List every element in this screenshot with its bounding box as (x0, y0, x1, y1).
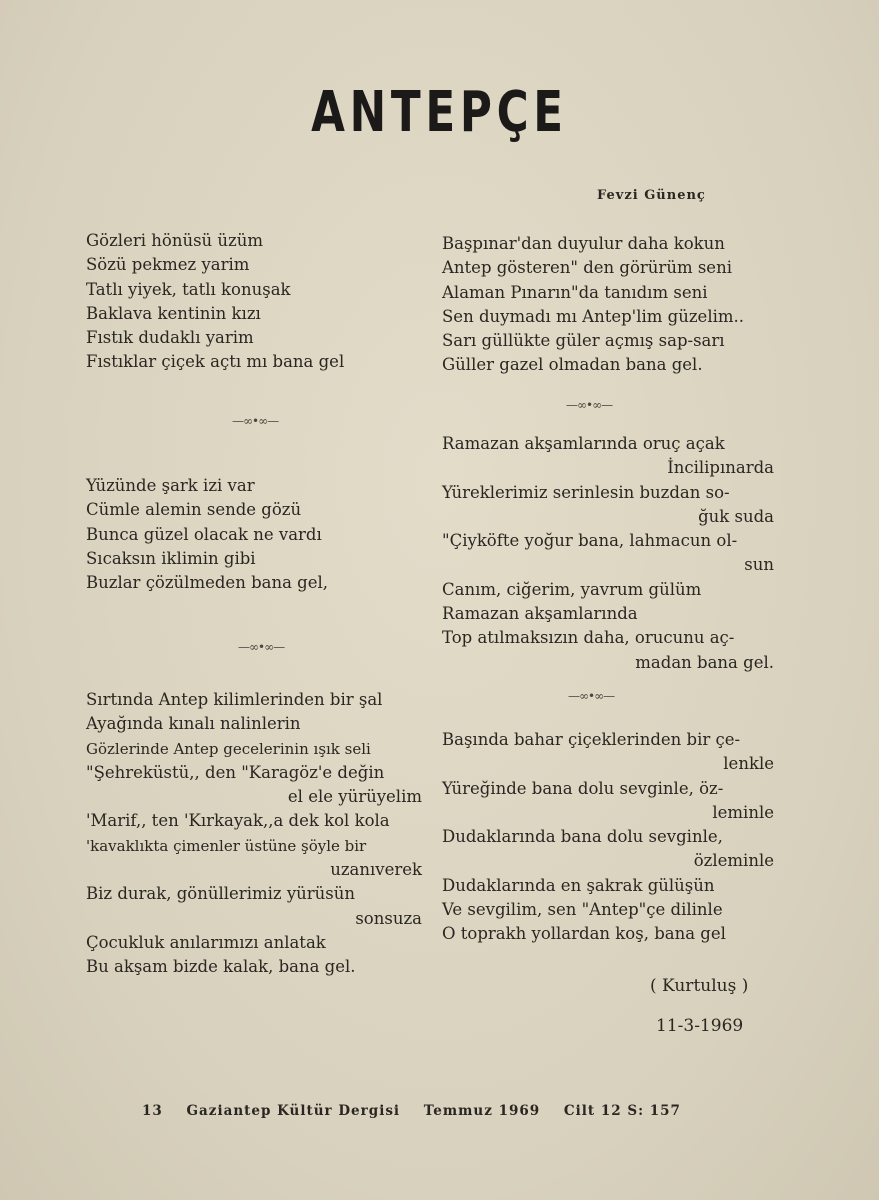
author-name: Fevzi Günenç (597, 188, 706, 203)
poem-line: sun (744, 555, 774, 575)
poem-line: Sarı güllükte güler açmış sap-sarı (442, 331, 725, 351)
poem-line: Sen duymadı mı Antep'lim güzelim.. (442, 306, 745, 326)
poem-line: Yüzünde şark izi var (86, 476, 255, 495)
poem-line: Alaman Pınarın"da tanıdım seni (442, 282, 708, 302)
poem-line: "Şehreküstü,, den "Karagöz'e değin (86, 762, 385, 782)
poem-line: Fıstıklar çiçek açtı mı bana gel (86, 352, 345, 372)
poem-line: İncilipınarda (667, 458, 774, 478)
section-ornament: —∞•∞— (566, 398, 613, 412)
poem-line: Sıcaksın iklimin gibi (86, 548, 256, 568)
poem-line: Güller gazel olmadan bana gel. (442, 355, 703, 375)
poem-line: Sözü pekmez yarim (86, 255, 250, 275)
poem-line: 'kavaklıkta çimenler üstüne şöyle bir (86, 836, 367, 855)
left-stanza-3 (86, 688, 422, 980)
poem-line: Antep gösteren" den görürüm seni (442, 258, 732, 278)
poem-line: Buzlar çözülmeden bana gel, (86, 573, 329, 593)
poem-line: Çocukluk anılarımızı anlatak (86, 932, 326, 952)
section-ornament: —∞•∞— (232, 414, 279, 428)
poem-line: Sırtında Antep kilimlerinden bir şal (86, 690, 383, 709)
poem-title: ANTEPÇE (311, 80, 568, 145)
poem-line: ğuk suda (698, 506, 774, 526)
poem-line: sonsuza (355, 908, 422, 928)
right-stanza-1 (442, 232, 744, 378)
poem-line: "Çiyköfte yoğur bana, lahmacun ol- (442, 531, 738, 551)
left-stanza-1 (86, 229, 344, 375)
page-number: 13 (142, 1103, 163, 1119)
poem-line: uzanıverek (330, 860, 422, 880)
poem-line: Ramazan akşamlarında (442, 604, 638, 624)
left-stanza-2 (86, 474, 328, 595)
issue-month: Temmuz 1969 (423, 1103, 541, 1119)
poem-line: Biz durak, gönüllerimiz yürüsün (86, 884, 356, 904)
journal-name: Gaziantep Kültür Dergisi (186, 1103, 401, 1119)
volume-info: Cilt 12 S: 157 (563, 1103, 681, 1119)
poem-line: Gözlerinde Antep gecelerinin ışık seli (86, 739, 371, 758)
poem-line: madan bana gel. (635, 652, 774, 672)
right-stanza-2 (442, 432, 774, 675)
poem-line: Ramazan akşamlarında oruç açak (442, 434, 725, 453)
poem-line: el ele yürüyelim (287, 787, 422, 807)
poem-line: Ayağında kınalı nalinlerin (86, 714, 301, 734)
poem-line: Cümle alemin sende gözü (86, 500, 302, 520)
page-footer (142, 1103, 699, 1119)
poem-line: Yüreklerimiz serinlesin buzdan so- (442, 482, 730, 502)
poem-line: Başpınar'dan duyulur daha kokun (442, 234, 725, 253)
poem-line: leminle (712, 802, 774, 822)
poem-line: Bunca güzel olacak ne vardı (86, 524, 322, 544)
poem-line: Yüreğinde bana dolu sevginle, öz- (442, 778, 724, 798)
poem-line: O toprakh yollardan koş, bana gel (442, 924, 726, 944)
poem-line: Dudaklarında bana dolu sevginle, (442, 827, 723, 847)
poem-line: Başında bahar çiçeklerinden bir çe- (442, 730, 741, 749)
poem-line: Canım, ciğerim, yavrum gülüm (442, 579, 702, 599)
poem-line: Top atılmaksızın daha, orucunu aç- (442, 628, 735, 648)
poem-line: Ve sevgilim, sen "Antep"çe dilinle (442, 900, 723, 920)
poem-line: Gözleri hönüsü üzüm (86, 231, 264, 250)
section-ornament: —∞•∞— (568, 689, 615, 703)
poem-line: 'Marif,, ten 'Kırkayak,,a dek kol kola (86, 811, 390, 831)
poem-line: Baklava kentinin kızı (86, 303, 261, 323)
date-signature: 11-3-1969 (656, 1016, 744, 1036)
right-stanza-3 (442, 728, 774, 947)
poem-line: Tatlı yiyek, tatlı konuşak (86, 279, 291, 299)
poem-line: Fıstık dudaklı yarim (86, 328, 254, 348)
poem-line: özleminle (693, 851, 774, 871)
poem-line: lenkle (723, 754, 774, 774)
poem-line: Bu akşam bizde kalak, bana gel. (86, 957, 356, 977)
place-signature: ( Kurtuluş ) (650, 976, 749, 996)
poem-line: Dudaklarında en şakrak gülüşün (442, 875, 715, 895)
section-ornament: —∞•∞— (238, 640, 285, 654)
